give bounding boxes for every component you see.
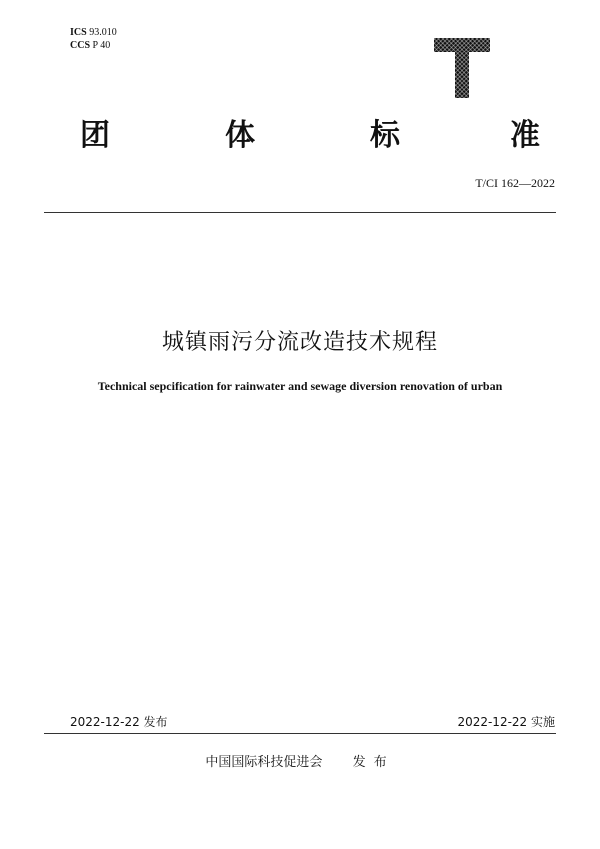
category-char-1: 团: [80, 118, 110, 153]
ccs-line: [70, 39, 117, 52]
title-english: Technical sepcification for rainwater and sewage diversion renovation of urban: [97, 379, 503, 393]
ics-code: 93.010: [89, 27, 117, 38]
t-logo-bar: [434, 38, 490, 52]
category-char-4: 准: [510, 118, 540, 153]
publish-date: 2022-12-22 发布: [70, 715, 168, 729]
footer-divider: [44, 733, 556, 734]
publisher-org: 中国国际科技促进会: [205, 755, 323, 770]
implement-date: 2022-12-22 实施: [457, 715, 555, 729]
ccs-code: P 40: [92, 40, 111, 51]
classification-codes: [70, 26, 117, 52]
standard-t-logo-icon: [434, 38, 490, 98]
publisher-line: [0, 751, 600, 770]
title-chinese: 城镇雨污分流改造技术规程: [161, 330, 438, 355]
category-char-2: 体: [225, 118, 255, 153]
ics-label: ICS: [70, 27, 87, 38]
publisher-action: 发布: [352, 755, 395, 770]
t-logo-stem: [455, 52, 469, 98]
ccs-label: CCS: [70, 40, 91, 51]
header-divider: [44, 212, 556, 213]
standard-number: T/CI 162—2022: [475, 176, 555, 190]
category-char-3: 标: [370, 118, 400, 153]
ics-line: [70, 26, 117, 39]
